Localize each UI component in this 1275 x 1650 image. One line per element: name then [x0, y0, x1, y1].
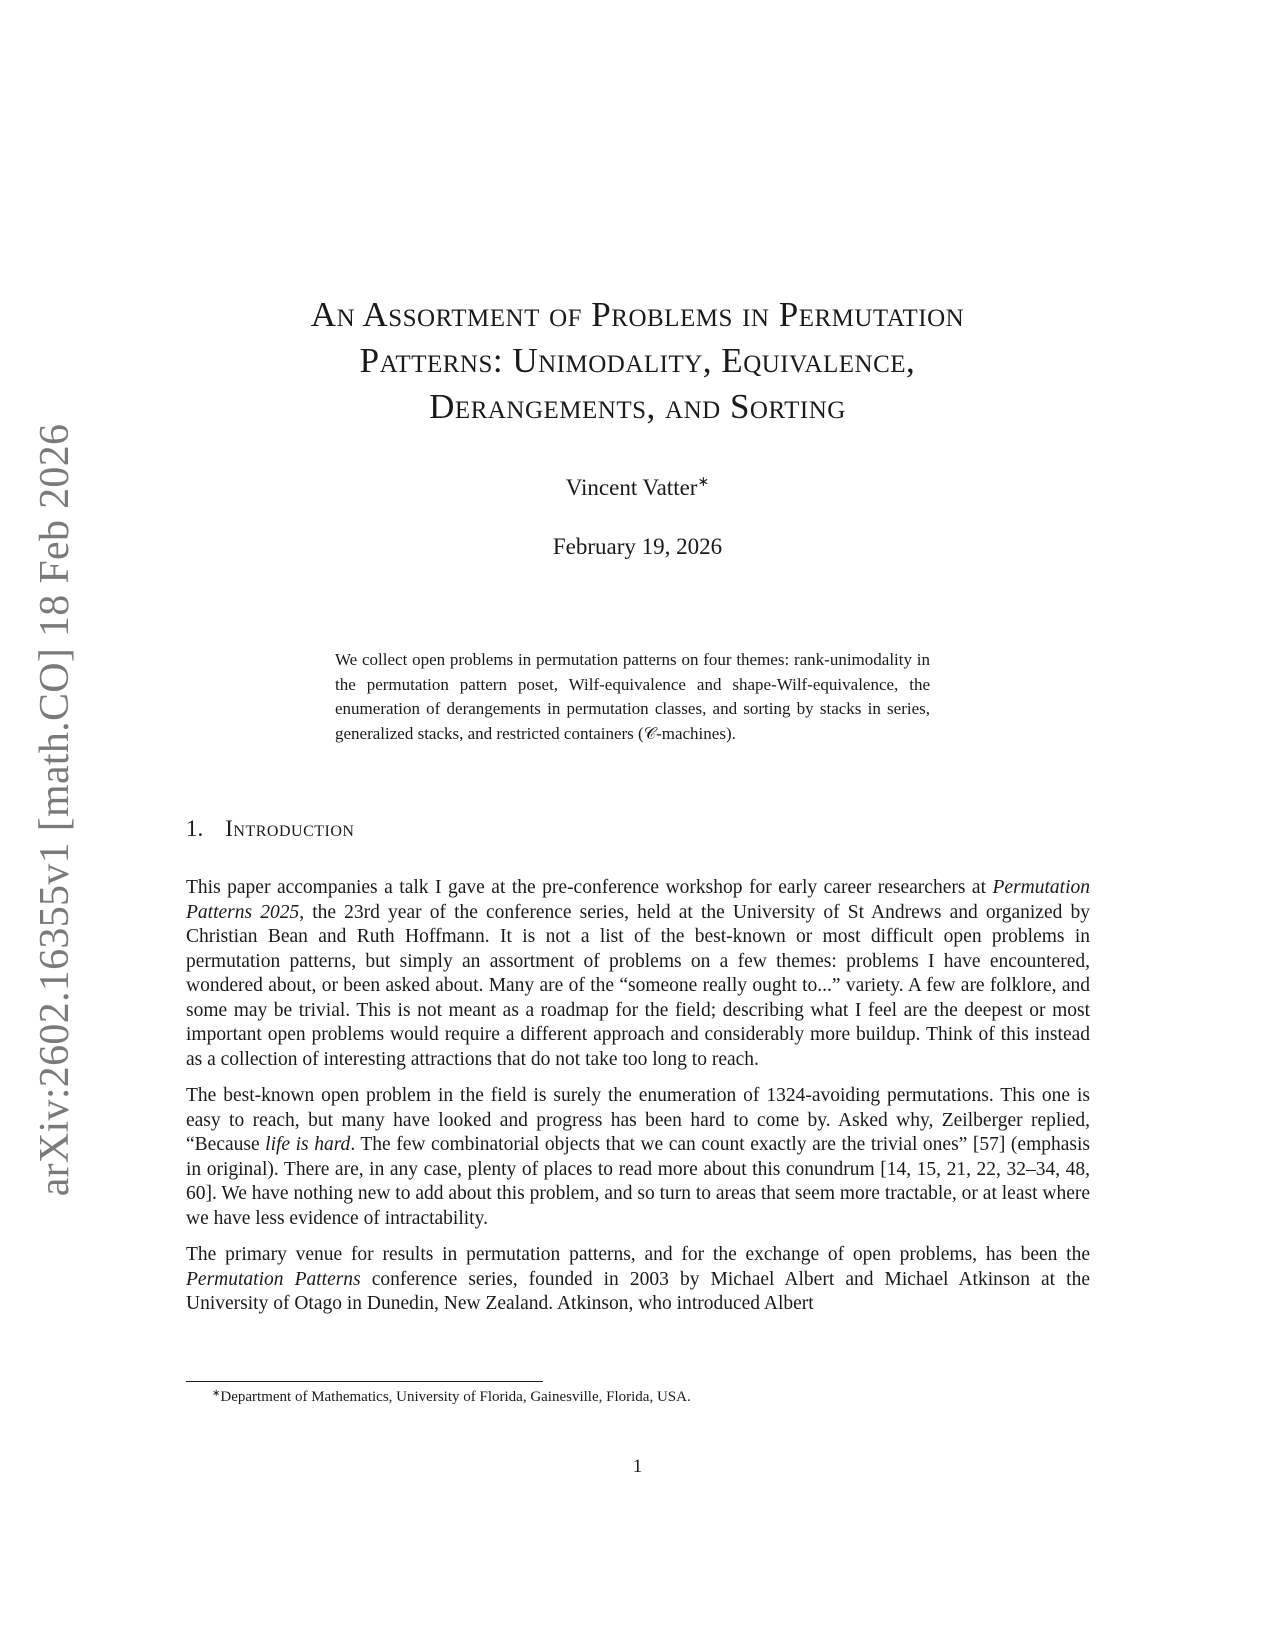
page-number: 1: [632, 1456, 643, 1477]
section-heading: [186, 816, 354, 842]
body-text: [186, 876, 1090, 1329]
section-title: Introduction: [225, 816, 355, 841]
paper-title: [190, 292, 1085, 430]
emphasis: life is hard: [265, 1134, 351, 1155]
paper-date: February 19, 2026: [552, 534, 723, 559]
title-line-1: An Assortment of Problems in Permutation: [310, 295, 965, 334]
section-number: 1.: [186, 816, 204, 841]
arxiv-identifier: arXiv:2602.16355v1 [math.CO] 18 Feb 2026: [32, 423, 78, 1197]
footnote-mark: ∗: [212, 1388, 221, 1399]
title-line-2: Patterns: Unimodality, Equivalence,: [359, 341, 916, 380]
title-line-3: Derangements, and Sorting: [429, 387, 846, 426]
footnote-text: Department of Mathematics, University of Florida, Gainesville, Florida, USA.: [220, 1389, 691, 1405]
emphasis: Permutation Patterns 2025: [186, 877, 1090, 923]
footnote: [212, 1388, 691, 1406]
abstract: We collect open problems in permutation patterns on four themes: rank-unimodality in the permutation pattern poset, Wilf-equivalence and shape-Wilf-equivalence, the enumeration of derangements in permutation classes, and sorting by stacks in series, generalized stacks, and restricted containers (𝒞-machines).: [335, 650, 930, 743]
author-footnote-mark: ∗: [697, 475, 710, 490]
author-line: [0, 474, 1275, 501]
paragraph: The best-known open problem in the field is surely the enumeration of 1324-avoiding permutations. This one is easy to reach, but many have looked and progress has been hard to come by. Asked why, Zeilberger replied, “Because life is hard. The few combinatorial objects that we can count exactly are the trivial ones” [57] (emphasis in original). There are, in any case, plenty of places to read more about this conundrum [14, 15, 21, 22, 32–34, 48, 60]. We have nothing new to add about this problem, and so turn to areas that seem more tractable, or at least where we have less evidence of intractability.: [186, 1085, 1090, 1229]
author-name: Vincent Vatter: [565, 475, 698, 500]
emphasis: Permutation Patterns: [186, 1268, 361, 1290]
footnote-rule: [186, 1381, 543, 1382]
paragraph: The primary venue for results in permutation patterns, and for the exchange of open problems, has been the Permutation Patterns conference series, founded in 2003 by Michael Albert and Michael Atkinson at the University of Otago in Dunedin, New Zealand. Atkinson, who introduced Albert: [186, 1244, 1090, 1314]
paragraph: This paper accompanies a talk I gave at the pre-conference workshop for early career researchers at Permutation Patterns 2025, the 23rd year of the conference series, held at the University of St Andrews and organized by Christian Bean and Ruth Hoffmann. It is not a list of the best-known or most difficult open problems in permutation patterns, but simply an assortment of problems on a few themes: problems I have encountered, wondered about, or been asked about. Many are of the “someone really ought to...” variety. A few are folklore, and some may be trivial. This is not meant as a roadmap for the field; describing what I feel are the deepest or most important open problems would require a different approach and considerably more buildup. Think of this instead as a collection of interesting attractions that do not take too long to reach.: [186, 877, 1090, 1070]
